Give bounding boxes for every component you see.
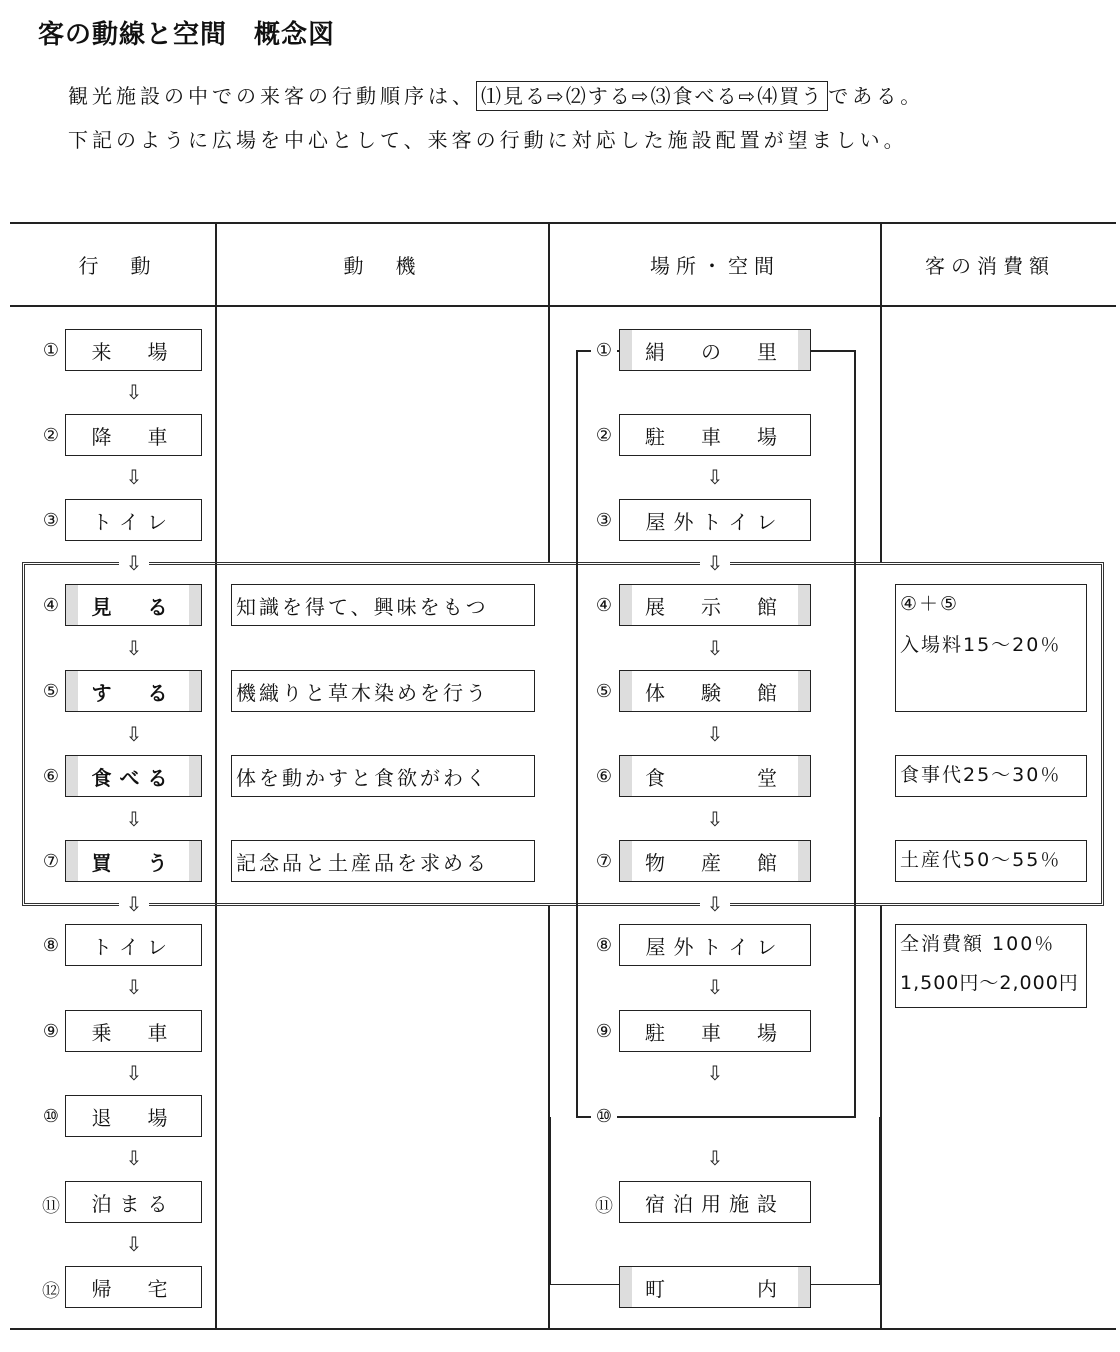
motive-box: 機織りと草木染めを行う — [231, 670, 535, 712]
place-num: ⑤ — [591, 681, 617, 702]
down-arrow-icon: ⇩ — [125, 465, 143, 489]
action-box: 見 る — [65, 584, 202, 626]
action-num: ⑫ — [42, 1281, 60, 1302]
place-box: 駐 車 場 — [619, 414, 811, 456]
place-box: 食 堂 — [619, 755, 811, 797]
intro-sequence-box: ⑴見る⇨⑵する⇨⑶食べる⇨⑷買う — [476, 81, 828, 111]
down-arrow-icon: ⇩ — [706, 465, 724, 489]
down-arrow-icon: ⇩ — [125, 1146, 143, 1170]
table-top-rule — [10, 222, 1116, 224]
action-box: トイレ — [65, 499, 202, 541]
action-num: ④ — [42, 595, 60, 616]
down-arrow-icon: ⇩ — [125, 380, 143, 404]
down-arrow-icon: ⇩ — [125, 636, 143, 660]
down-arrow-icon: ⇩ — [700, 551, 730, 575]
down-arrow-icon: ⇩ — [125, 1232, 143, 1256]
place-box: 屋外トイレ — [619, 499, 811, 541]
action-num: ⑧ — [42, 935, 60, 956]
down-arrow-icon: ⇩ — [125, 722, 143, 746]
down-arrow-icon: ⇩ — [119, 551, 149, 575]
place-num: ⑥ — [591, 766, 617, 787]
action-num: ⑤ — [42, 681, 60, 702]
action-box: 退 場 — [65, 1095, 202, 1137]
down-arrow-icon: ⇩ — [706, 1061, 724, 1085]
place-box: 展 示 館 — [619, 584, 811, 626]
header-action: 行 動 — [78, 254, 157, 278]
action-num: ⑥ — [42, 766, 60, 787]
action-box: 降 車 — [65, 414, 202, 456]
spend-admission-label: ④＋⑤ — [900, 593, 960, 615]
place-box: 体 験 館 — [619, 670, 811, 712]
action-box: 帰 宅 — [65, 1266, 202, 1308]
spend-total-label: 全消費額 100％ — [900, 933, 1056, 955]
table-bottom-rule — [10, 1328, 1116, 1330]
action-box: 食べる — [65, 755, 202, 797]
action-num: ⑦ — [42, 851, 60, 872]
action-num: ① — [42, 340, 60, 361]
place-num: ③ — [591, 510, 617, 531]
place-box: 絹 の 里 — [619, 329, 811, 371]
place-num: ⑩ — [591, 1106, 617, 1127]
action-box: す る — [65, 670, 202, 712]
action-box: 買 う — [65, 840, 202, 882]
down-arrow-icon: ⇩ — [706, 1146, 724, 1170]
intro-text-before: 観光施設の中での来客の行動順序は、 — [68, 84, 476, 108]
down-arrow-icon: ⇩ — [119, 892, 149, 916]
down-arrow-icon: ⇩ — [706, 975, 724, 999]
spend-box-total — [895, 924, 1087, 1008]
header-motive: 動 機 — [343, 254, 422, 278]
spend-box-food: 食事代25～30％ — [895, 755, 1087, 797]
action-num: ⑩ — [42, 1106, 60, 1127]
action-num: ② — [42, 425, 60, 446]
action-num: ③ — [42, 510, 60, 531]
place-num: ① — [591, 340, 617, 361]
spend-box-souvenir: 土産代50～55％ — [895, 840, 1087, 882]
motive-box: 記念品と土産品を求める — [231, 840, 535, 882]
header-spend: 客の消費額 — [925, 254, 1055, 278]
down-arrow-icon: ⇩ — [125, 1061, 143, 1085]
intro-line-2: 下記のように広場を中心として、来客の行動に対応した施設配置が望ましい。 — [68, 128, 908, 152]
spend-admission-value: 入場料15～20％ — [900, 634, 1062, 656]
motive-box: 体を動かすと食欲がわく — [231, 755, 535, 797]
down-arrow-icon: ⇩ — [706, 807, 724, 831]
down-arrow-icon: ⇩ — [706, 722, 724, 746]
place-box: 町 内 — [619, 1266, 811, 1308]
column-divider-3b — [880, 905, 882, 1330]
spend-box-admission — [895, 584, 1087, 712]
place-box: 駐 車 場 — [619, 1010, 811, 1052]
place-num: ② — [591, 425, 617, 446]
place-box: 物 産 館 — [619, 840, 811, 882]
action-num: ⑪ — [42, 1196, 60, 1217]
intro-text-after: である。 — [828, 84, 925, 108]
down-arrow-icon: ⇩ — [125, 807, 143, 831]
spend-total-range: 1,500円～2,000円 — [900, 972, 1079, 994]
header-bottom-rule — [10, 305, 1116, 307]
place-num: ⑪ — [591, 1192, 617, 1218]
place-box: 宿泊用施設 — [619, 1181, 811, 1223]
place-num: ④ — [591, 595, 617, 616]
action-box: トイレ — [65, 924, 202, 966]
header-place: 場所・空間 — [650, 254, 780, 278]
action-num: ⑨ — [42, 1021, 60, 1042]
down-arrow-icon: ⇩ — [125, 975, 143, 999]
place-box: 屋外トイレ — [619, 924, 811, 966]
intro-line-1 — [68, 80, 924, 109]
down-arrow-icon: ⇩ — [700, 892, 730, 916]
action-box: 乗 車 — [65, 1010, 202, 1052]
down-arrow-icon: ⇩ — [706, 636, 724, 660]
place-num: ⑦ — [591, 851, 617, 872]
action-box: 来 場 — [65, 329, 202, 371]
place-num: ⑧ — [591, 935, 617, 956]
page-title: 客の動線と空間 概念図 — [38, 20, 336, 50]
action-box: 泊まる — [65, 1181, 202, 1223]
place-num: ⑨ — [591, 1021, 617, 1042]
motive-box: 知識を得て、興味をもつ — [231, 584, 535, 626]
